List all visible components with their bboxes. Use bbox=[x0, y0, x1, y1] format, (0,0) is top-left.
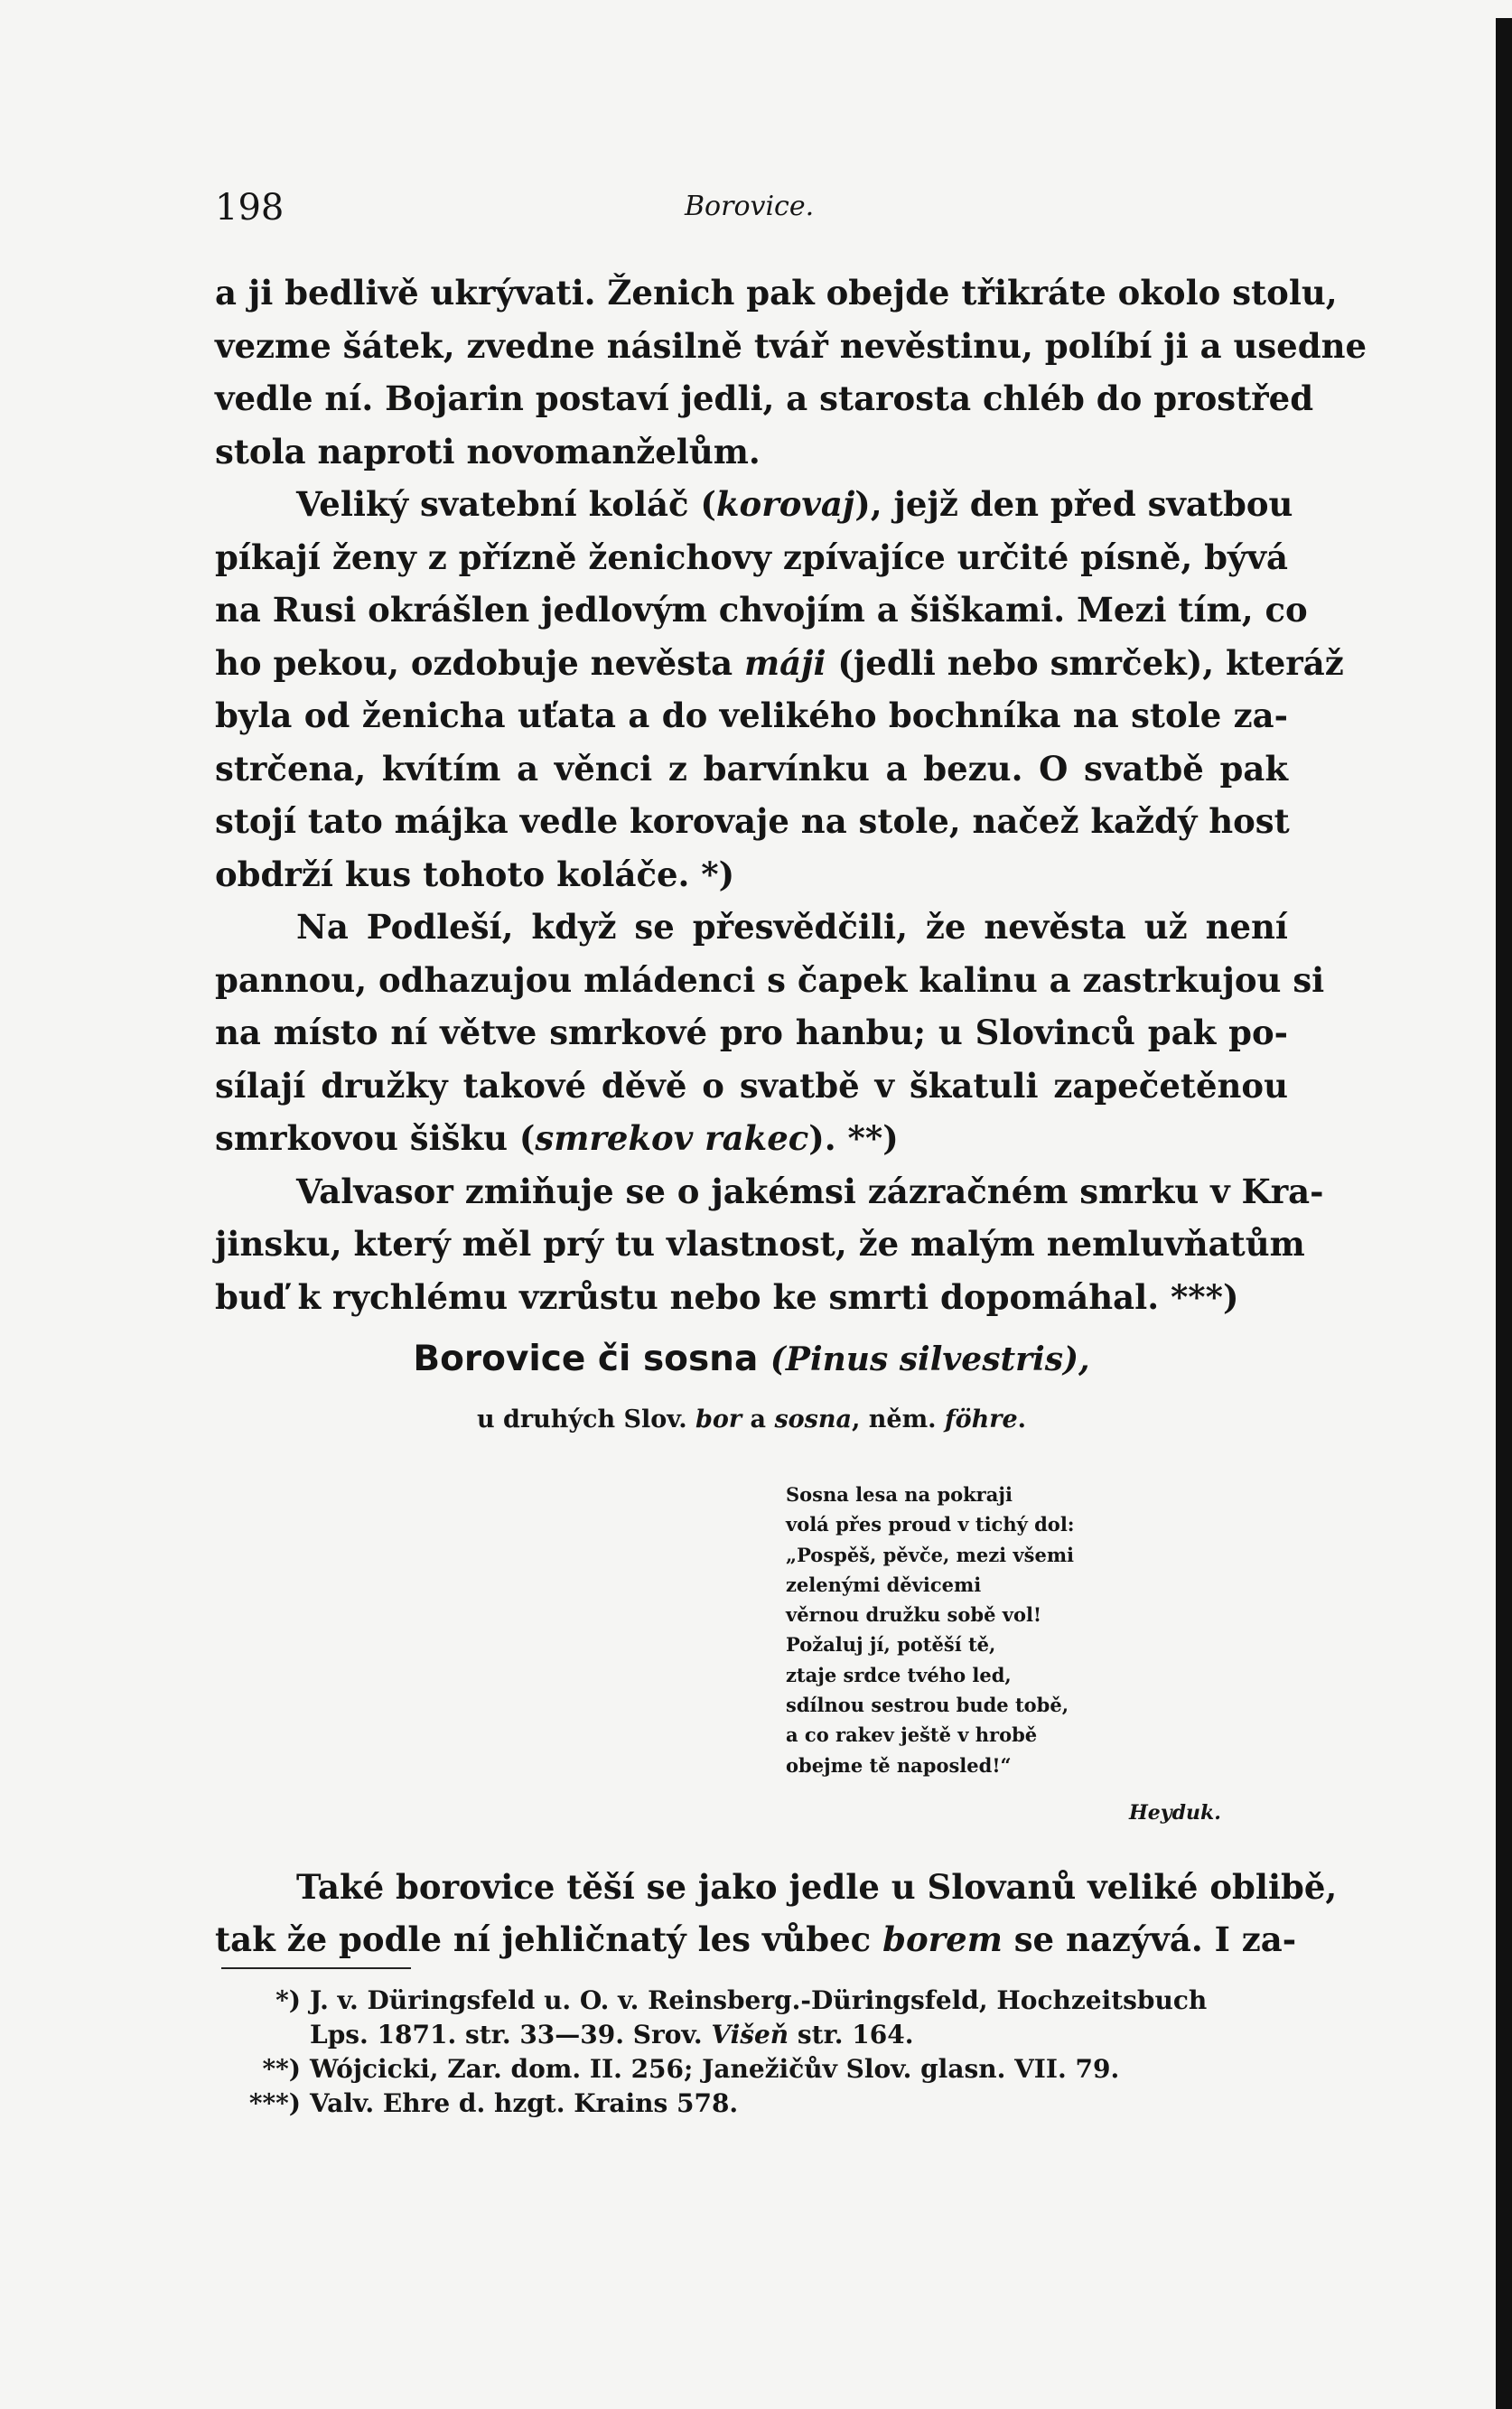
text-line: a ji bedlivě ukrývati. Ženich pak obejde třikráte okolo stolu, bbox=[215, 273, 1338, 313]
footnote-mark: **) bbox=[262, 2054, 301, 2084]
text-line: sílají družky takové děvě o svatbě v škatuli zapečetěnou bbox=[215, 1065, 1288, 1106]
text-line: Na Podleší, když se přesvědčili, že nevěsta už není bbox=[296, 907, 1288, 947]
poem-line: volá přes proud v tichý dol: bbox=[786, 1513, 1075, 1536]
poem-line: Požaluj jí, potěší tě, bbox=[786, 1633, 996, 1657]
text-line: byla od ženicha uťata a do velikého bochníka na stole za- bbox=[215, 696, 1288, 735]
poem-line: obejme tě naposled!“ bbox=[786, 1753, 1012, 1777]
text-line: buď k rychlému vzrůstu nebo ke smrti dopomáhal. ***) bbox=[215, 1276, 1239, 1317]
paragraph-4 bbox=[215, 1165, 1324, 1324]
poem-line: věrnou družku sobě vol! bbox=[786, 1603, 1042, 1627]
poem-line: a co rakev ještě v hrobě bbox=[786, 1723, 1038, 1747]
section-title: Borovice či sosna bbox=[413, 1339, 759, 1379]
text-line: Veliký svatební koláč (korovaj), jejž den před svatbou bbox=[296, 484, 1293, 524]
italic-term: borem bbox=[882, 1919, 1003, 1959]
poem-author: Heyduk. bbox=[1129, 1801, 1221, 1825]
text-line: Valvasor zmiňuje se o jakémsi zázračném smrku v Kra- bbox=[296, 1171, 1324, 1211]
text-line: vedle ní. Bojarin postaví jedli, a starosta chléb do prostřed bbox=[215, 378, 1314, 418]
footnote-mark: ***) bbox=[248, 2088, 301, 2118]
poem-line: ztaje srdce tvého led, bbox=[786, 1663, 1012, 1686]
text-line: na místo ní větve smrkové pro hanbu; u Slovinců pak po- bbox=[215, 1013, 1288, 1052]
section-subtitle: u druhých Slov. bor a sosna, něm. föhre. bbox=[476, 1405, 1027, 1433]
text-line: stola naproti novomanželům. bbox=[215, 431, 761, 472]
footnote-mark: *) bbox=[275, 1985, 301, 2015]
text-line: vezme šátek, zvedne násilně tvář nevěstinu, políbí ji a usedne bbox=[215, 325, 1367, 366]
latin-name: (Pinus silvestris), bbox=[770, 1340, 1090, 1378]
text-line: obdrží kus tohoto koláče. *) bbox=[215, 854, 735, 894]
paragraph-1 bbox=[215, 266, 1367, 478]
text-line: na Rusi okrášlen jedlovým chvojím a šiškami. Mezi tím, co bbox=[215, 590, 1308, 630]
body-text bbox=[215, 266, 1367, 1323]
poem-line: „Pospěš, pěvče, mezi všemi bbox=[786, 1543, 1075, 1566]
footnote: **) Wójcicki, Zar. dom. II. 256; Janežičův Slov. glasn. VII. 79. bbox=[215, 2052, 1290, 2087]
footnotes bbox=[215, 1984, 1290, 2121]
paragraph-2 bbox=[215, 478, 1344, 901]
footnote: *) J. v. Düringsfeld u. O. v. Reinsberg.-Düringsfeld, Hochzeitsbuch bbox=[215, 1984, 1290, 2018]
footnote-continuation: Lps. 1871. str. 33—39. Srov. Višeň str. 164. bbox=[310, 2020, 914, 2050]
poem-line: zelenými děvicemi bbox=[786, 1573, 982, 1596]
text-line: pannou, odhazujou mládenci s čapek kalinu a zastrkujou si bbox=[215, 959, 1325, 1000]
closing-paragraph bbox=[215, 1861, 1338, 1965]
text-line: ho pekou, ozdobuje nevěsta máji (jedli nebo smrček), kteráž bbox=[215, 642, 1344, 683]
poem-line: sdílnou sestrou bude tobě, bbox=[786, 1694, 1069, 1717]
poem-line: Sosna lesa na pokraji bbox=[786, 1483, 1013, 1506]
paragraph-3 bbox=[215, 901, 1325, 1165]
text-line: smrkovou šišku (smrekov rakec). **) bbox=[215, 1118, 899, 1158]
text-line: tak že podle ní jehličnatý les vůbec borem se nazývá. I za- bbox=[215, 1919, 1297, 1959]
footnote: ***) Valv. Ehre d. hzgt. Krains 578. bbox=[215, 2087, 1290, 2121]
italic-term: smrekov rakec bbox=[535, 1118, 809, 1158]
running-title: Borovice. bbox=[685, 191, 815, 222]
page-header bbox=[215, 185, 1290, 230]
text-line: strčena, kvítím a věnci z barvínku a bezu. O svatbě pak bbox=[215, 748, 1288, 789]
italic-term: korovaj bbox=[715, 484, 855, 524]
text-line: stojí tato májka vedle korovaje na stole, načež každý host bbox=[215, 801, 1290, 841]
italic-term: máji bbox=[743, 642, 826, 683]
text-line: píkají ženy z přízně ženichovy zpívajíce určité písně, bývá bbox=[215, 537, 1288, 577]
text-line: Také borovice těší se jako jedle u Slovanů veliké oblibě, bbox=[296, 1867, 1338, 1907]
text-line: jinsku, který měl prý tu vlastnost, že malým nemluvňatům bbox=[215, 1224, 1305, 1264]
poem bbox=[786, 1480, 1183, 1780]
page-number: 198 bbox=[215, 187, 285, 229]
footnote-rule bbox=[221, 1967, 411, 1969]
section-heading bbox=[215, 1337, 1288, 1382]
